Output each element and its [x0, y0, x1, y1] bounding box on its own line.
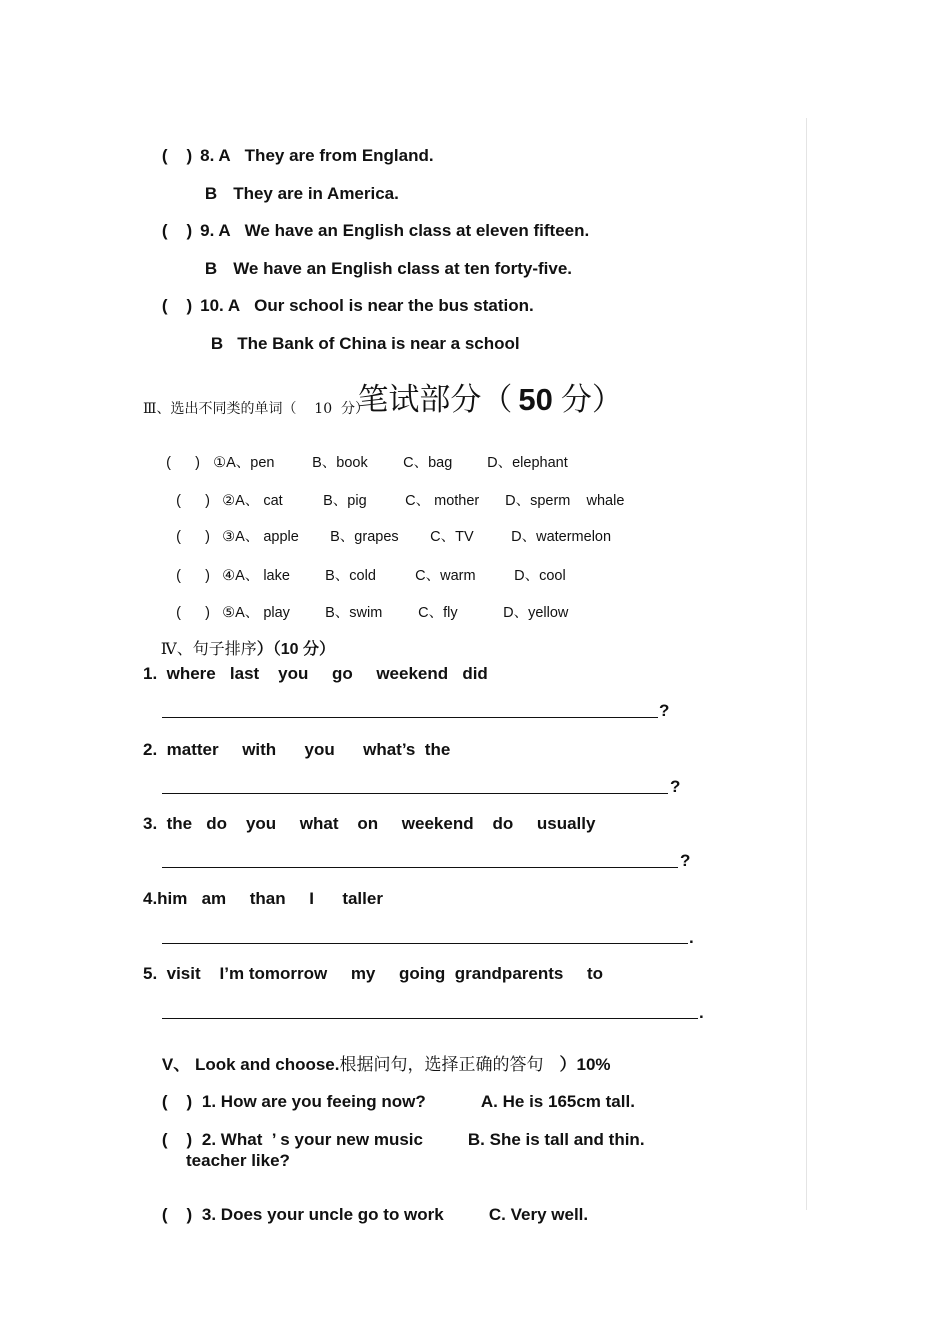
answer-option: A. He is 165cm tall. — [480, 1092, 635, 1111]
option-label: B — [204, 259, 218, 278]
page-margin-rule — [806, 118, 807, 1210]
option-c: C、warm — [415, 567, 476, 584]
option-label: B — [210, 334, 224, 353]
sentence-1-answer-line[interactable] — [162, 716, 658, 718]
answer-paren: ( ) — [161, 146, 193, 165]
option-b: B、book — [312, 454, 368, 471]
question-text: 1. How are you feeing now? — [201, 1092, 426, 1111]
sentence-5-end: . — [699, 1003, 704, 1022]
sentence-1-words: 1. where last you go weekend did — [143, 664, 488, 683]
sentence-1-end: ? — [659, 701, 670, 720]
answer-paren: ( ) — [161, 296, 193, 315]
section-3-heading: Ⅲ、选出不同类的单词（ 10 分） — [143, 401, 370, 417]
option-b: B、cold — [325, 567, 376, 584]
sentence-2-answer-line[interactable] — [162, 792, 668, 794]
title-unit: 分） — [560, 382, 623, 418]
sentence-4-end: . — [689, 928, 694, 947]
sentence-2-end: ? — [670, 777, 681, 796]
match-row-3 — [143, 1189, 588, 1240]
sentence-5-words: 5. visit I’m tomorrow my going grandparents to — [143, 964, 604, 983]
option-label: B — [204, 184, 218, 203]
answer-paren: ( ) — [166, 454, 200, 471]
option-text: The Bank of China is near a school — [237, 334, 520, 353]
heading-text-en: V、 Look and choose. — [161, 1055, 340, 1074]
title-score: 50 — [518, 382, 553, 417]
heading-score: ）10% — [559, 1055, 611, 1074]
option-text: They are in America. — [233, 184, 399, 203]
option-text: We have an English class at ten forty-five. — [233, 259, 573, 278]
question-text: 2. What ’ s your new music — [201, 1130, 423, 1149]
option-d: D、yellow — [503, 604, 569, 621]
option-d: D、sperm whale — [505, 492, 625, 509]
sentence-2-words: 2. matter with you what’s the — [143, 740, 451, 759]
sentence-3-words: 3. the do you what on weekend do usually — [143, 814, 596, 833]
vocab-row-1 — [150, 441, 568, 485]
option-b: B、swim — [325, 604, 383, 621]
answer-paren: ( ) — [176, 528, 210, 545]
vocab-row-3 — [160, 515, 611, 559]
sentence-5-answer-line[interactable] — [162, 1017, 698, 1019]
answer-paren: ( ) — [176, 567, 210, 584]
question-text: 3. Does your uncle go to work — [201, 1205, 444, 1224]
option-c: C、TV — [430, 528, 474, 545]
option-b: B、pig — [323, 492, 367, 509]
answer-option: B. She is tall and thin. — [467, 1130, 645, 1149]
option-c: C、fly — [418, 604, 458, 621]
answer-paren: ( ) — [161, 1092, 193, 1111]
answer-paren: ( ) — [176, 604, 210, 621]
answer-paren: ( ) — [161, 1205, 193, 1224]
question-label: 10. A — [200, 296, 241, 315]
heading-text-cn: 根据问句，选择正确的答句 — [339, 1055, 544, 1075]
answer-paren: ( ) — [176, 492, 210, 509]
sentence-4-answer-line[interactable] — [162, 942, 688, 944]
question-label: 8. A — [200, 146, 231, 165]
question-text: They are from England. — [244, 146, 434, 165]
answer-option: C. Very well. — [488, 1205, 589, 1224]
answer-paren: ( ) — [161, 221, 193, 240]
question-label: 9. A — [200, 221, 231, 240]
heading-score: ）（10 分） — [256, 641, 336, 658]
heading-text: Ⅳ、句子排序 — [160, 639, 257, 658]
option-d: D、cool — [514, 567, 566, 584]
option-c: C、 mother — [405, 492, 480, 509]
option-a: ①A、pen — [213, 454, 275, 471]
option-d: D、elephant — [487, 454, 568, 471]
sentence-3-end: ? — [680, 851, 691, 870]
option-a: ④A、 lake — [222, 567, 290, 584]
option-c: C、bag — [403, 454, 453, 471]
match-row-2-continued: teacher like? — [186, 1151, 290, 1170]
option-a: ②A、 cat — [222, 492, 283, 509]
option-a: ③A、 apple — [222, 528, 299, 545]
question-text: We have an English class at eleven fifteen. — [244, 221, 590, 240]
sentence-3-answer-line[interactable] — [162, 866, 678, 868]
sentence-4-words: 4.him am than I taller — [143, 889, 383, 908]
option-b: B、grapes — [330, 528, 399, 545]
question-text: Our school is near the bus station. — [254, 296, 534, 315]
answer-paren: ( ) — [161, 1130, 193, 1149]
written-section-title — [318, 353, 623, 447]
option-a: ⑤A、 play — [222, 604, 290, 621]
option-d: D、watermelon — [511, 528, 612, 545]
title-text: 笔试部分（ — [357, 382, 513, 418]
